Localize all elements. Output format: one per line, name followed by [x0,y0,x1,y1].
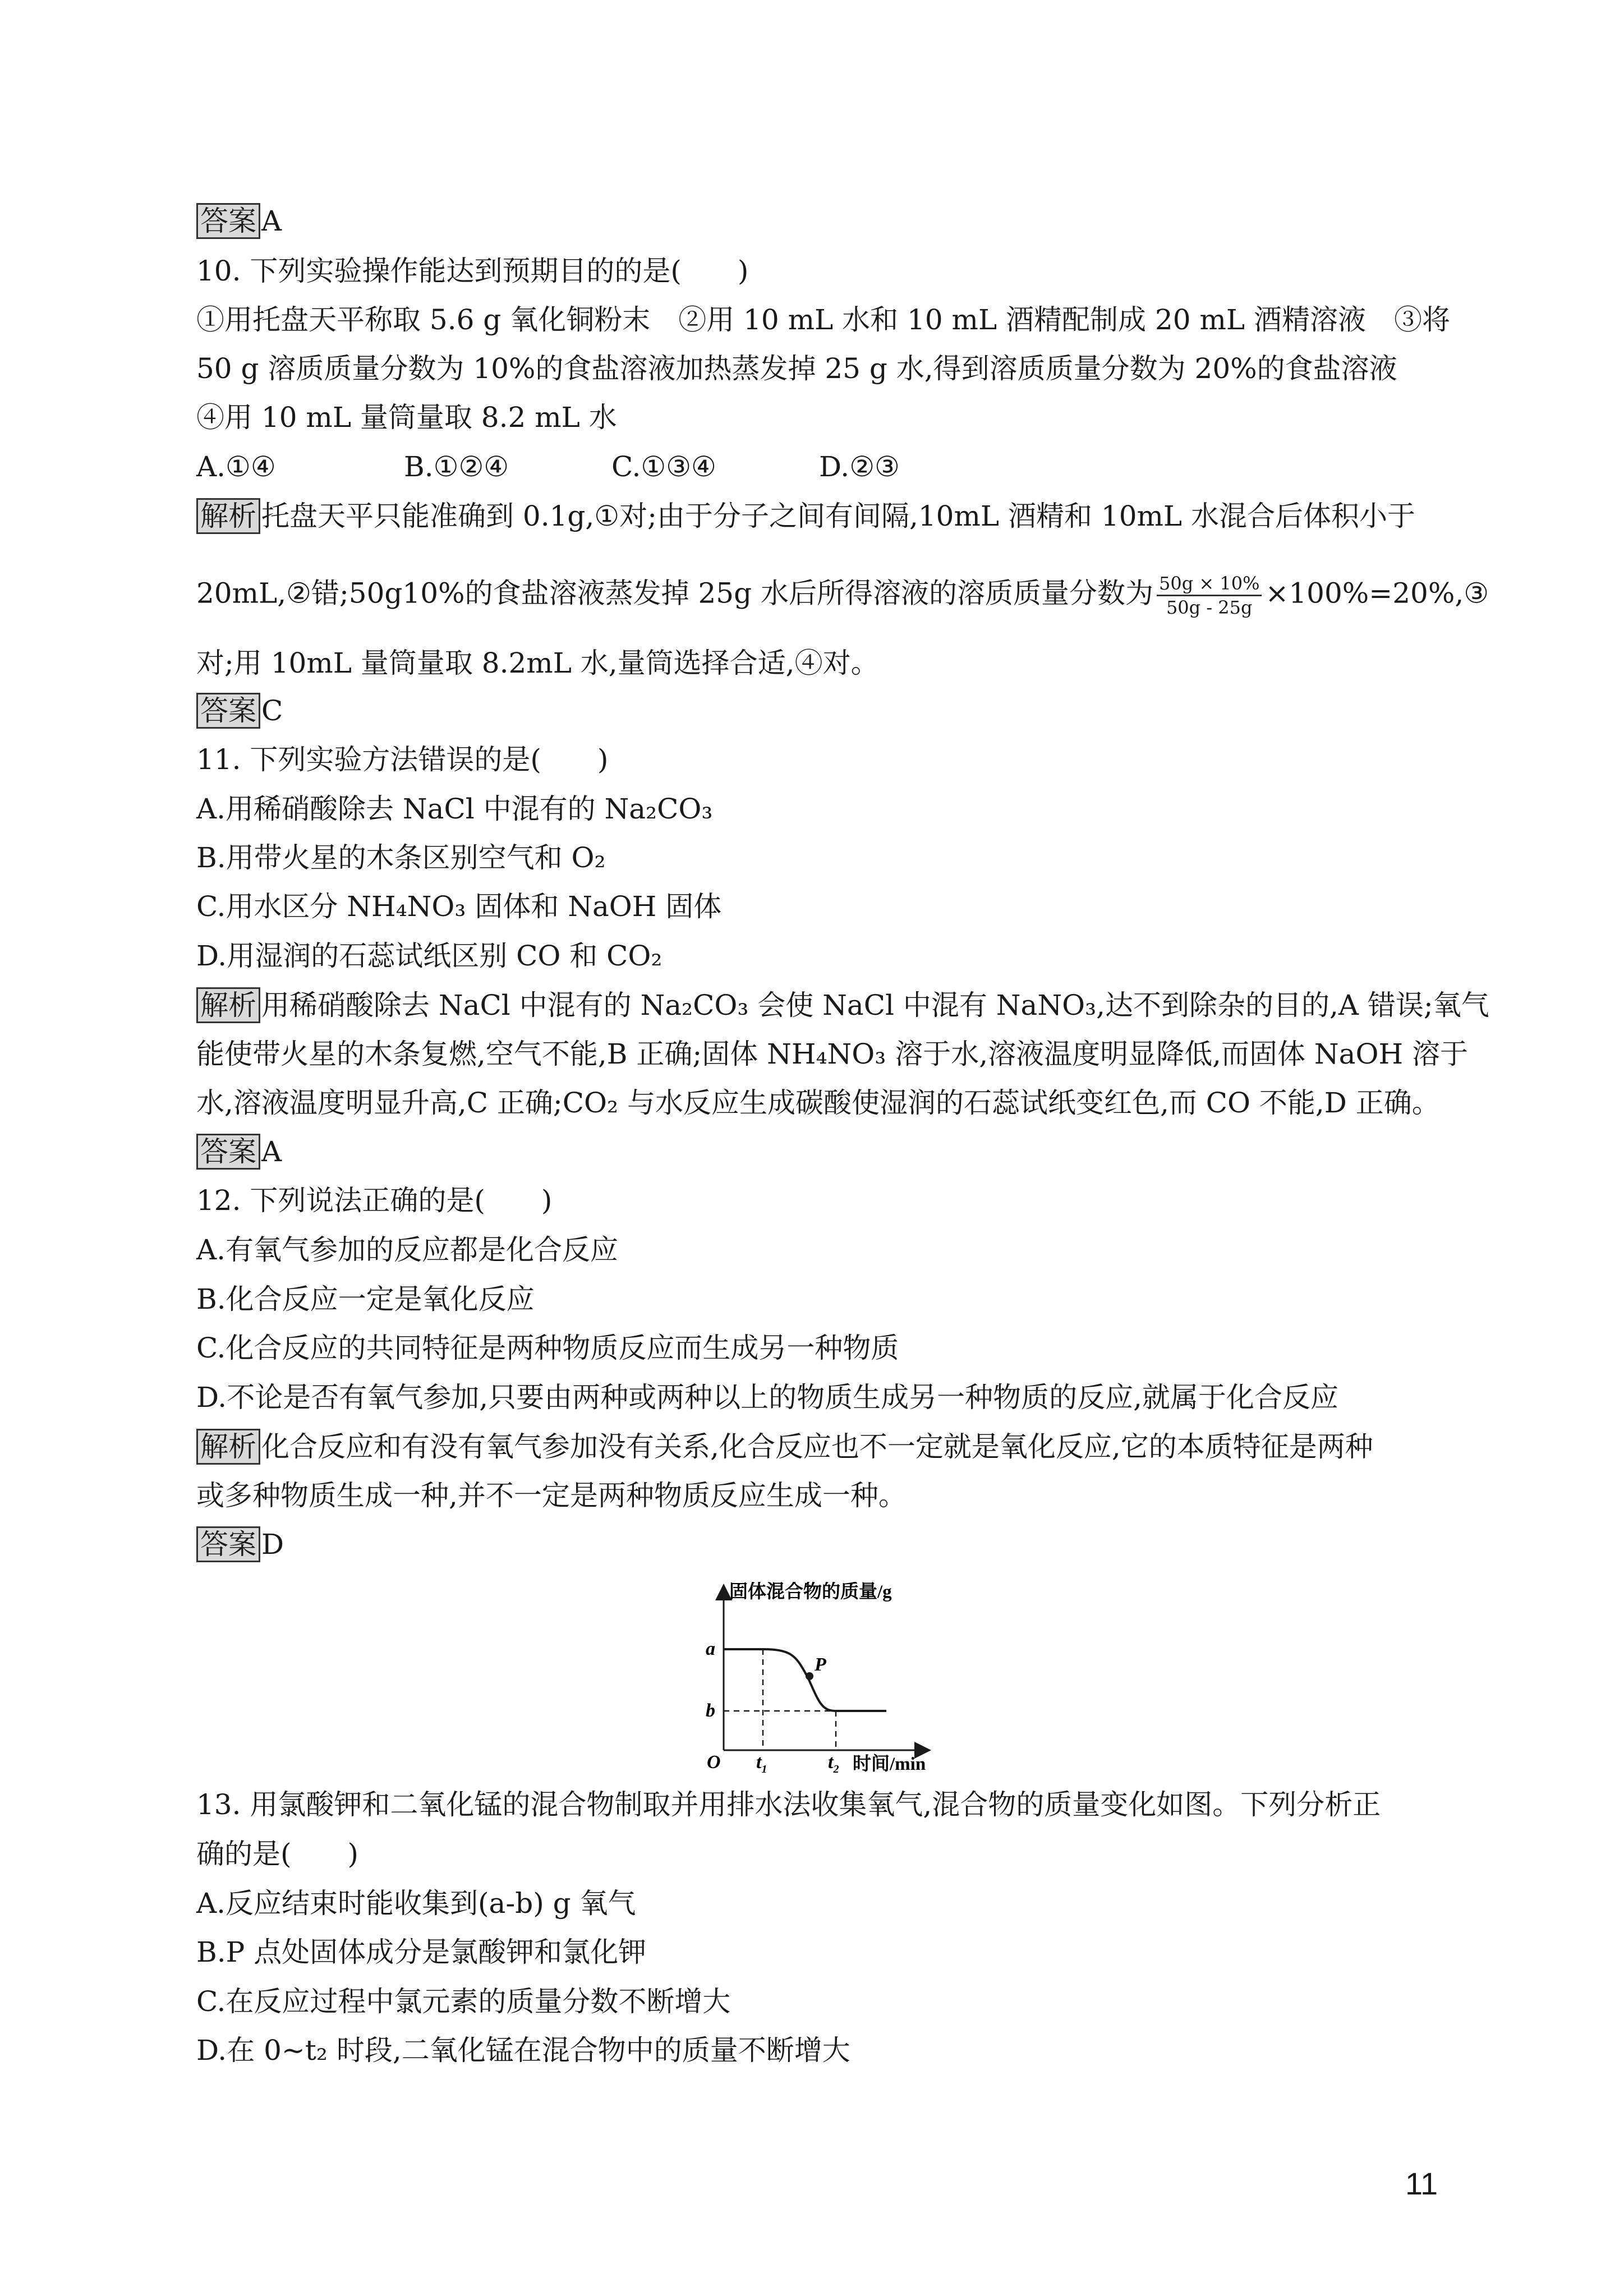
a-label: a [706,1639,715,1659]
q11-answer-line [196,1134,282,1170]
q10-stem: 10. 下列实验操作能达到预期目的的是( ) [196,255,749,287]
q10-analysis-text-1: 托盘天平只能准确到 0.1g,①对;由于分子之间有间隔,10mL 酒精和 10mL 水混合后体积小于 [261,500,1416,532]
q12-analysis-text-1: 化合反应和有没有氧气参加没有关系,化合反应也不一定就是氧化反应,它的本质特征是两种 [261,1430,1373,1463]
p-label: P [815,1654,826,1675]
q12-option-a: A.有氧气参加的反应都是化合反应 [196,1234,619,1266]
q11-analysis-line-3: 水,溶液温度明显升高,C 正确;CO₂ 与水反应生成碳酸使湿润的石蕊试纸变红色,而 CO 不能,D 正确。 [196,1087,1440,1119]
answer-value: D [261,1528,284,1561]
answer-tag: 答案 [196,1134,260,1170]
answer-value: C [261,694,283,727]
q11-analysis-text-1: 用稀硝酸除去 NaCl 中混有的 Na₂CO₃ 会使 NaCl 中混有 NaNO₃,达不到除杂的目的,A 错误;氧气 [261,989,1489,1022]
q12-stem: 12. 下列说法正确的是( ) [196,1184,553,1217]
q11-option-b: B.用带火星的木条区别空气和 O₂ [196,841,606,874]
analysis-tag: 解析 [196,1429,260,1465]
q10-analysis-line-1 [196,498,1415,534]
q11-analysis-line-2: 能使带火星的木条复燃,空气不能,B 正确;固体 NH₄NO₃ 溶于水,溶液温度明显降低,而固体 NaOH 溶于 [196,1038,1468,1070]
q13-option-a: A.反应结束时能收集到(a-b) g 氧气 [196,1887,636,1920]
q10-option-a: A.①④ [196,450,276,483]
point-p-marker [806,1672,813,1680]
answer-value: A [261,1135,282,1168]
q12-answer-line [196,1526,284,1562]
analysis-tag: 解析 [196,498,260,534]
q10-answer-line [196,693,283,729]
q12-option-d: D.不论是否有氧气参加,只要由两种或两种以上的物质生成另一种物质的反应,就属于化合反应 [196,1381,1338,1414]
q11-option-a: A.用稀硝酸除去 NaCl 中混有的 Na₂CO₃ [196,793,713,825]
answer-tag: 答案 [196,693,260,729]
q10-options [196,449,1027,485]
mass-curve [724,1649,886,1711]
q10-body-line-1: ①用托盘天平称取 5.6 g 氧化铜粉末 ②用 10 mL 水和 10 mL 酒精配制成 20 mL 酒精溶液 ③将 [196,303,1450,336]
q10-option-b: B.①②④ [404,450,509,483]
answer-tag: 答案 [196,203,260,239]
answer-tag: 答案 [196,1526,260,1562]
q13-option-d: D.在 0~t₂ 时段,二氧化锰在混合物中的质量不断增大 [196,2034,850,2067]
q13-option-b: B.P 点处固体成分是氯酸钾和氯化钾 [196,1936,647,1968]
q11-option-d: D.用湿润的石蕊试纸区别 CO 和 CO₂ [196,940,663,972]
q10-option-d: D.②③ [819,450,900,483]
fraction-denominator: 50g - 25g [1166,597,1253,618]
q10-analysis-text-2b: ×100%=20%,③ [1265,577,1489,610]
analysis-tag: 解析 [196,987,260,1023]
mass-fraction [1157,572,1262,619]
b-label: b [706,1700,715,1721]
q13-option-c: C.在反应过程中氯元素的质量分数不断增大 [196,1985,731,2018]
q13-stem-line-1: 13. 用氯酸钾和二氧化锰的混合物制取并用排水法收集氧气,混合物的质量变化如图。下列分析正 [196,1788,1381,1821]
mass-time-graph [696,1582,942,1773]
q12-analysis-line-2: 或多种物质生成一种,并不一定是两种物质反应生成一种。 [196,1479,907,1512]
q10-analysis-text-2a: 20mL,②错;50g10%的食盐溶液蒸发掉 25g 水后所得溶液的溶质质量分数为 [196,577,1153,610]
q10-analysis-line-3: 对;用 10mL 量筒量取 8.2mL 水,量筒选择合适,④对。 [196,647,879,679]
q10-option-c: C.①③④ [611,450,716,483]
page-number: 11 [1405,2166,1438,2201]
x-axis-label: 时间/min [853,1754,926,1773]
q9-answer-line [196,203,282,239]
q10-body-line-2: 50 g 溶质质量分数为 10%的食盐溶液加热蒸发掉 25 g 水,得到溶质质量分数为 20%的食盐溶液 [196,352,1397,385]
q10-body-line-3: ④用 10 mL 量筒量取 8.2 mL 水 [196,401,617,434]
y-axis-label: 固体混合物的质量/g [729,1582,892,1602]
answer-value: A [261,205,282,237]
q12-option-c: C.化合反应的共同特征是两种物质反应而生成另一种物质 [196,1332,899,1364]
q10-analysis-line-2 [196,572,1489,619]
q11-stem: 11. 下列实验方法错误的是( ) [196,743,609,776]
q13-stem-line-2: 确的是( ) [196,1838,359,1870]
q11-analysis-line-1 [196,987,1489,1023]
origin-label: O [707,1752,721,1773]
t1-label: $t_1$ [756,1752,767,1773]
q11-option-c: C.用水区分 NH₄NO₃ 固体和 NaOH 固体 [196,890,722,923]
fraction-numerator: 50g × 10% [1157,572,1262,596]
q12-analysis-line-1 [196,1429,1373,1465]
t2-label: $t_2$ [828,1752,839,1773]
q12-option-b: B.化合反应一定是氧化反应 [196,1283,535,1315]
